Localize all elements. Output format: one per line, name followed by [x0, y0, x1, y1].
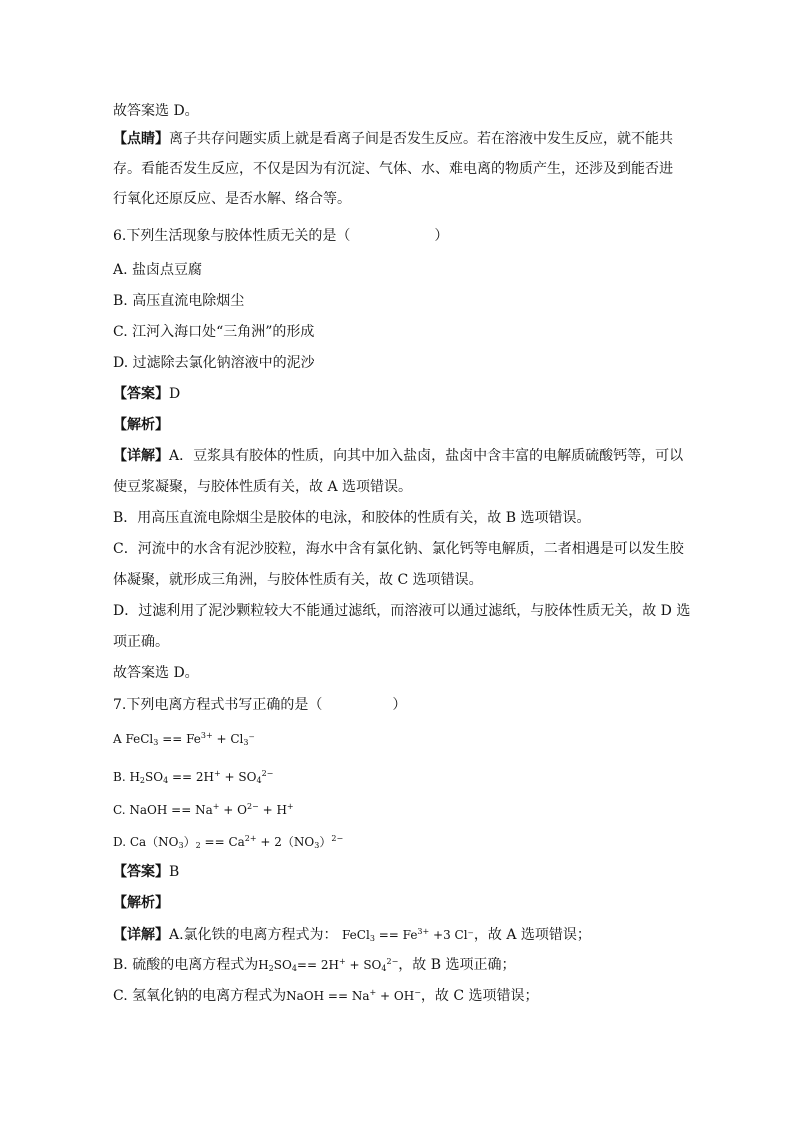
tip-paragraph-line-3: 行氧化还原反应、是否水解、络合等。	[113, 191, 351, 207]
question-7-stem: 7.下列电离方程式书写正确的是（ ）	[113, 697, 407, 713]
question-6-detail-c: C．河流中的水含有泥沙胶粒，海水中含有氯化钠、氯化钙等电解质，二者相遇是可以发生胶	[113, 541, 684, 557]
question-6-option-b: B. 高压直流电除烟尘	[113, 293, 245, 309]
detail-heading: 【详解】	[113, 448, 169, 464]
answer-conclusion: 故答案选 D。	[113, 103, 199, 119]
question-7-option-d: D. $Ca(NO_3)_2 == Ca^{2+} + 2(NO_3)^{2-}$	[113, 834, 344, 850]
answer-heading: 【答案】	[113, 386, 169, 402]
question-7-option-b: B. $H_2SO_4 == 2H^+ + SO_4^{2-}$	[113, 769, 274, 785]
question-7-analysis-heading: 【解析】	[113, 895, 169, 911]
tip-paragraph-line-1	[113, 129, 673, 149]
question-6-option-a: A. 盐卤点豆腐	[113, 262, 203, 278]
detail-heading: 【详解】	[113, 927, 169, 943]
question-6-answer	[113, 384, 180, 404]
tip-heading: 【点睛】	[113, 131, 169, 147]
question-7-detail-a: 【详解】A.氯化铁的电离方程式为： FeCl$_3$ == $Fe^{3+} +3$ Cl⁻，故 A 选项错误；	[113, 927, 591, 943]
question-6-detail-b: B．用高压直流电除烟尘是胶体的电泳，和胶体的性质有关，故 B 选项错误。	[113, 510, 591, 526]
tip-text: 离子共存问题实质上就是看离子间是否发生反应。若在溶液中发生反应，就不能共	[169, 131, 673, 147]
question-6-detail-a-cont: 使豆浆凝聚，与胶体性质有关，故 A 选项错误。	[113, 479, 413, 495]
tip-paragraph-line-2: 存。看能否发生反应，不仅是因为有沉淀、气体、水、难电离的物质产生，还涉及到能否进	[113, 161, 673, 177]
question-6-detail-d: D．过滤利用了泥沙颗粒较大不能通过滤纸，而溶液可以通过滤纸，与胶体性质无关，故 D 选	[113, 603, 691, 619]
question-6-detail-c-cont: 体凝聚，就形成三角洲，与胶体性质有关，故 C 选项错误。	[113, 572, 483, 588]
question-6-option-c: C. 江河入海口处“三角洲”的形成	[113, 324, 315, 340]
question-7-detail-b: B. 硫酸的电离方程式为$H_2SO_4== 2H^+ + SO_4^{2-}$，故 B 选项正确；	[113, 957, 516, 973]
question-6-detail-a	[113, 446, 683, 466]
question-7-detail-c: C. 氢氧化钠的电离方程式为NaOH == Na+ + OH−，故 C 选项错误；	[113, 988, 539, 1004]
answer-value: D	[169, 386, 181, 402]
question-6-conclusion: 故答案选 D。	[113, 665, 199, 681]
question-7-answer	[113, 862, 179, 882]
answer-value: B	[169, 864, 180, 880]
question-6-stem: 6.下列生活现象与胶体性质无关的是（ ）	[113, 228, 449, 244]
question-6-detail-d-cont: 项正确。	[113, 634, 169, 650]
question-6-analysis-heading: 【解析】	[113, 417, 169, 433]
answer-heading: 【答案】	[113, 864, 169, 880]
question-7-option-a: A FeCl$_3$ == $Fe^{3+} + Cl_3^-$	[113, 731, 255, 747]
question-7-option-c: C. NaOH == $Na^+ + O^{2-} + H^+$	[113, 802, 294, 817]
detail-a-text: A．豆浆具有胶体的性质，向其中加入盐卤，盐卤中含丰富的电解质硫酸钙等，可以	[169, 448, 684, 464]
question-6-option-d: D. 过滤除去氯化钠溶液中的泥沙	[113, 355, 315, 371]
